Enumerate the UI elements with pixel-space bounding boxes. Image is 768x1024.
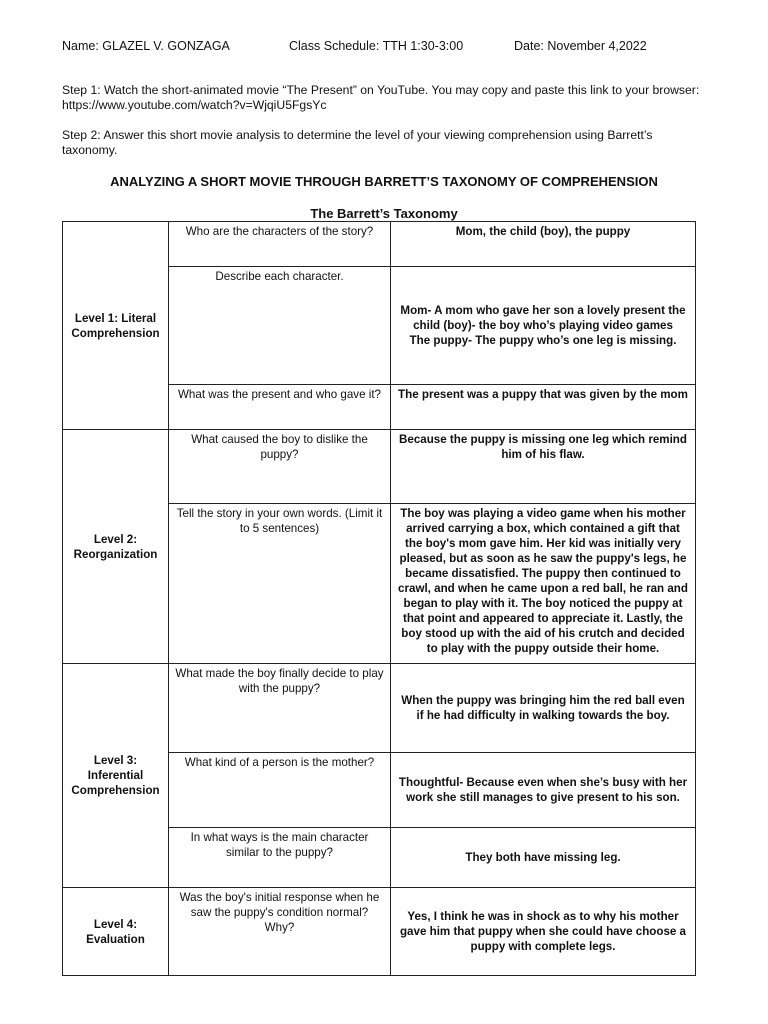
question-cell: Who are the characters of the story? [169, 222, 391, 267]
class-schedule: Class Schedule: TTH 1:30-3:00 [289, 39, 464, 53]
level-4-label: Level 4: Evaluation [63, 888, 169, 976]
answer-cell: Thoughtful- Because even when she’s busy with her work she still manages to give present to his son. [391, 753, 696, 828]
question-cell: Was the boy's initial response when he saw the puppy's condition normal? Why? [169, 888, 391, 976]
question-cell: What caused the boy to dislike the puppy? [169, 430, 391, 504]
level-1-label: Level 1: Literal Comprehension [63, 222, 169, 430]
level-2-label: Level 2: Reorganization [63, 430, 169, 664]
date: Date: November 4,2022 [514, 39, 647, 53]
level-3-label: Level 3: Inferential Comprehension [63, 664, 169, 888]
taxonomy-table [62, 221, 696, 976]
table-row [63, 664, 696, 753]
question-cell: Tell the story in your own words. (Limit it to 5 sentences) [169, 504, 391, 664]
answer-cell: The boy was playing a video game when his mother arrived carrying a box, which contained a gift that the boy's mom gave him. Her kid was initially very pleased, but as soon as he saw the puppy's legs, he became dissatisfied. The puppy then continued to crawl, and when he came upon a red ball, he ran and began to play with it. The boy noticed the puppy at that point and appeared to appreciate it. Lastly, the boy stood up with the aid of his crutch and decided to play with the puppy outside their home. [391, 504, 696, 664]
question-cell: In what ways is the main character similar to the puppy? [169, 828, 391, 888]
main-title: ANALYZING A SHORT MOVIE THROUGH BARRETT’S TAXONOMY OF COMPREHENSION [110, 174, 658, 189]
step-1: Step 1: Watch the short-animated movie “The Present” on YouTube. You may copy and paste this link to your browser: https://www.youtube.com/watch?v=WjqiU5FgsYc [62, 83, 700, 112]
table-row [63, 222, 696, 267]
student-name: Name: GLAZEL V. GONZAGA [62, 39, 230, 53]
answer-cell: Because the puppy is missing one leg which remind him of his flaw. [391, 430, 696, 504]
answer-cell: Mom, the child (boy), the puppy [391, 222, 696, 267]
answer-cell: Mom- A mom who gave her son a lovely present the child (boy)- the boy who’s playing video games The puppy- The puppy who’s one leg is missing. [391, 267, 696, 385]
table-title: The Barrett’s Taxonomy [310, 206, 458, 221]
step-2: Step 2: Answer this short movie analysis to determine the level of your viewing comprehension using Barrett’s taxonomy. [62, 128, 653, 157]
question-cell: What kind of a person is the mother? [169, 753, 391, 828]
question-cell: What was the present and who gave it? [169, 385, 391, 430]
answer-cell: The present was a puppy that was given by the mom [391, 385, 696, 430]
question-cell: Describe each character. [169, 267, 391, 385]
answer-cell: When the puppy was bringing him the red ball even if he had difficulty in walking towards the boy. [391, 664, 696, 753]
table-row [63, 430, 696, 504]
answer-cell: Yes, I think he was in shock as to why his mother gave him that puppy when she could have choose a puppy with complete legs. [391, 888, 696, 976]
answer-cell: They both have missing leg. [391, 828, 696, 888]
question-cell: What made the boy finally decide to play with the puppy? [169, 664, 391, 753]
table-row [63, 888, 696, 976]
